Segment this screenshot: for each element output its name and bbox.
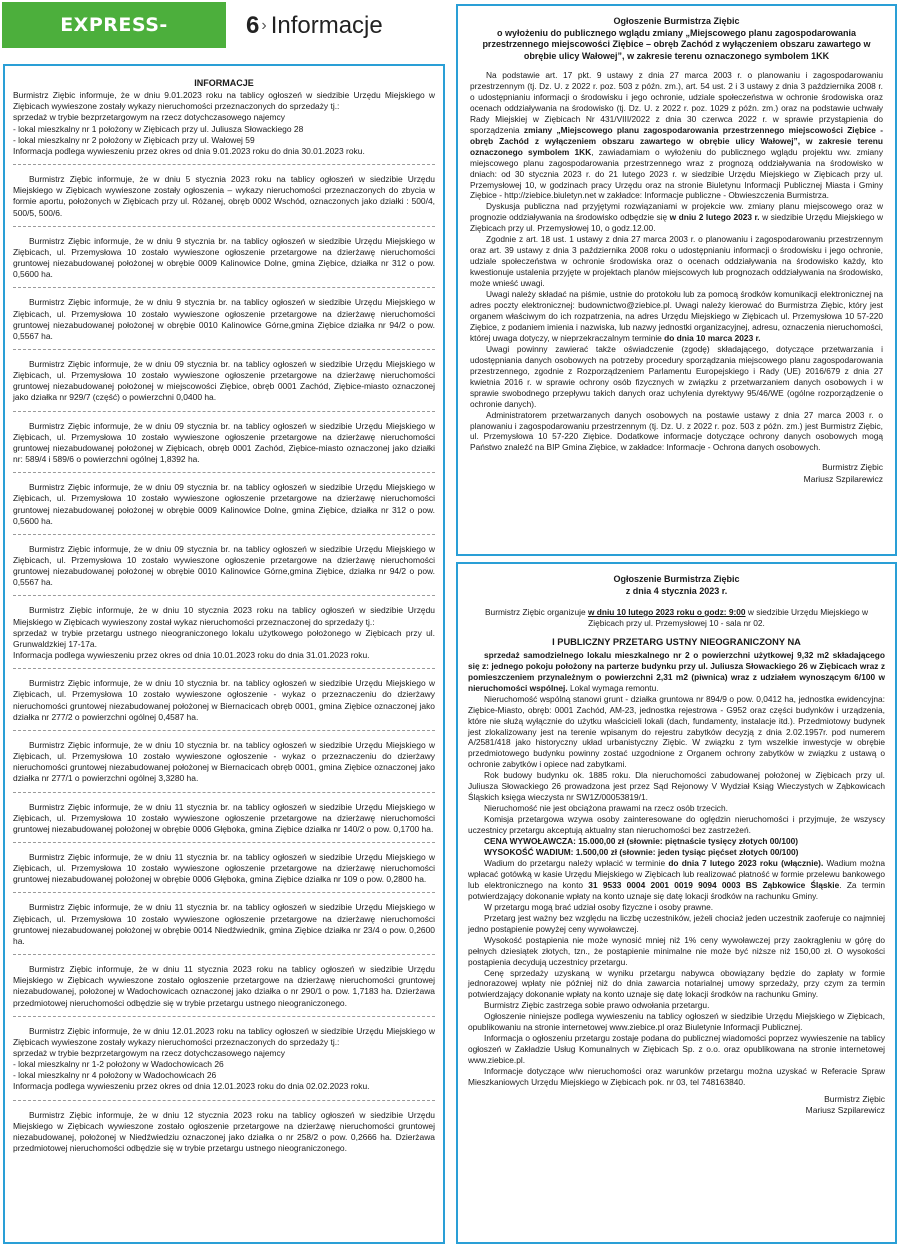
notice-text: Burmistrz Ziębic informuje, że w dniu 11 stycznia 2023 roku na tablicy ogłoszeń w siedzibie Urzędu Miejskiego w Ziębicach wywieszone zostało ogłoszenie przetargowe na dzierżawę nieruchomości gruntowej niezabudowanej, położonej w Wadochowicach oznaczonej jako działka o nr 290/1 o pow. 1,7183 ha. Dzierżawa przedmiotowej nieruchomości odbędzie się w trybie przetargu ustnego nieograniczonego. bbox=[13, 964, 435, 1008]
notice-text: sprzedaż w trybie przetargu ustnego nieograniczonego lokalu użytkowego położonego w Ziębicach przy ul. Grunwaldzkiej 17-17a. bbox=[13, 627, 435, 649]
notice-text: Burmistrz Ziębic informuje, że w dniu 09 stycznia br. na tablicy ogłoszeń w siedzibie Urzędu Miejskiego w Ziębicach, ul. Przemysłowa 10 zostało wywieszone ogłoszenie przetargowe na dzierżawę nieruchomości gruntowej niezabudowanej położonej w miejscowości Ziębice, obręb 0001 Zachód, Ziębice-miasto oznaczonej jako działka nr 929/7 (część) o powierzchni 0,0400 ha. bbox=[13, 358, 435, 403]
notice-12 bbox=[13, 799, 435, 843]
announcement-title bbox=[470, 16, 883, 62]
notice-6 bbox=[13, 418, 435, 474]
signature-title: Burmistrz Ziębic bbox=[822, 462, 883, 473]
notice-text: - lokal mieszkalny nr 1-2 położony w Wadochowicach 26 bbox=[13, 1059, 224, 1070]
paragraph bbox=[470, 201, 883, 234]
notice-text: Burmistrz Ziębic informuje, że w dniu 12 stycznia 2023 roku na tablicy ogłoszeń w siedzibie Urzędu Miejskiego w Ziębicach wywieszone zostało ogłoszenie przetargowe na dzierżawę nieruchomości gruntowej niezabudowanej, położonej w Niedźwiedziu oznaczonej jako działka o nr 258/2 o pow. 0,2666 ha. Dzierżawa przedmiotowej nieruchomości odbędzie się w trybie przetargu ustnego nieograniczonego. bbox=[13, 1109, 435, 1154]
paragraph: Informacje dotyczące w/w nieruchomości oraz warunków przetargu można uzyskać w Referacie Spraw Mieszkaniowych Urzędu Miejskiego w Ziębicach pok. nr 03, tel 748163840. bbox=[468, 1066, 885, 1088]
text: Wadium można wpłacać gotówką w kasie Urzędu Miejskiego w Ziębicach lub realizować płatność w formie przelewu bankowego lub elektronicznego na konto bbox=[468, 857, 885, 890]
paragraph: Informacja o ogłoszeniu przetargu zostaje podana do publicznej wiadomości poprzez wywieszenie na tablicy ogłoszeń w Zakładzie Usług Komunalnych w Ziębicach Sp. z o.o. oraz opublikowana na stronie internetowej www.ziebice.pl. bbox=[468, 1033, 885, 1066]
paragraph: Komisja przetargowa wzywa osoby zainteresowane do oględzin nieruchomości i przyjmuje, że wszyscy uczestnicy przetargu akceptują aktualny stan nieruchomości bez zastrzeżeń. bbox=[468, 814, 885, 836]
notice-text: Burmistrz Ziębic informuje, że w dniu 11 stycznia br. na tablicy ogłoszeń w siedzibie Urzędu Miejskiego w Ziębicach, ul. Przemysłowa 10 zostało wywieszone ogłoszenie przetargowe na dzierżawę nieruchomości gruntowej niezabudowanej położonej w obrębie 0014 Niedźwiednik, gmina Ziębice działka nr 23/4 o pow. 0,2600 ha. bbox=[13, 902, 435, 946]
bold-text: sprzedaż samodzielnego lokalu mieszkalnego nr 2 o powierzchni użytkowej 9,32 m2 składającego się z: jednego pokoju położony na parterze budynku przy ul. Juliusza Słowackiego 26 w Ziębicach wraz z pomieszczeniem przynależnym o powierzchni 2,31 m2 (piwnica) wraz z udziałem wynoszącym 6/100 w nieruchomości wspólnej. bbox=[468, 649, 885, 693]
notice-4 bbox=[13, 294, 435, 350]
text: w siedzibie Urzędu Miejskiego w Ziębicach przy ul. Przemysłowej 10, o godz.12.00. bbox=[470, 212, 883, 234]
paragraph: Uwagi powinny zawierać także oświadczenie (zgodę) składającego, dotyczące przetwarzania i udostępniania danych osobowych na potrzeby procedury sporządzania miejscowego planu zagospodarowania przestrzennego, zgodnie z Rozporządzeniem Parlamentu Europejskiego i Rady (UE) 2016/679 z dnia 27 kwietnia 2016 r. w sprawie ochrony osób fizycznych w związku z przetwarzaniem danych osobowych i w sprawie swobodnego przepływu takich danych oraz uchylenia dyrektywy 95/46/WE (ogólne rozporządzenie o ochronie danych). bbox=[470, 343, 883, 409]
chevron-right-icon: › bbox=[261, 17, 267, 34]
text: Wadium do przetargu należy wpłacić w terminie bbox=[484, 857, 669, 868]
paragraph: Cenę sprzedaży uzyskaną w wyniku przetargu nabywca obowiązany będzie do zapłaty w formie jednorazowej wpłaty nie później niż do dnia zawarcia notarialnej umowy sprzedaży, przy czym za termin potwierdzający dokonanie wpłaty na konto uznaje się datę lokacji środków na rachunku Gminy. bbox=[468, 967, 885, 1000]
text: w siedzibie Urzędu Miejskiego w Ziębicach przy ul. Przemysłowej 10 - sala nr 02. bbox=[588, 607, 869, 628]
text: Lokal wymaga remontu. bbox=[567, 682, 659, 693]
bold-text: w dniu 2 lutego 2023 r. bbox=[669, 212, 760, 223]
announcement-body bbox=[468, 607, 885, 1088]
notice-14 bbox=[13, 899, 435, 955]
paragraph: W przetargu mogą brać udział osoby fizyczne i osoby prawne. bbox=[484, 901, 714, 912]
signature-name: Mariusz Szpilarewicz bbox=[805, 1105, 885, 1116]
announcement-subtitle: o wyłożeniu do publicznego wglądu zmiany „Miejscowego planu zagospodarowania przestrzennego miejscowości Ziębice – obręb Zachód z wyłączeniem obszaru zawartego w obrębie ulicy Wałowej”, w zakresie terenu oznaczonego symbolem 1KK bbox=[482, 27, 871, 61]
paragraph: Zgodnie z art. 18 ust. 1 ustawy z dnia 27 marca 2003 r. o planowaniu i zagospodarowaniu przestrzennym oraz art. 39 ustawy z dnia 3 października 2008 roku o udostępnianiu informacji o środowisku i jego ochronie, udziale społeczeństwa w ochronie środowiska oraz o ocenach oddziaływania na środowisko każdy, kto kwestionuje ustalenia przyjęte w projektach planów miejscowych lub prognozach oddziaływania na środowisko, może wnieść uwagi. bbox=[470, 234, 883, 289]
announcement-title bbox=[468, 574, 885, 597]
paragraph bbox=[468, 847, 885, 858]
paragraph bbox=[468, 650, 885, 694]
notice-text: - lokal mieszkalny nr 4 położony w Wadochowicach 26 bbox=[13, 1070, 217, 1081]
signature-title: Burmistrz Ziębic bbox=[824, 1093, 885, 1104]
notice-text: Burmistrz Ziębic informuje, że w dniu 10 stycznia br. na tablicy ogłoszeń w siedzibie Urzędu Miejskiego w Ziębicach, ul. Przemysłowa 10 zostało wywieszone ogłoszenie - wykaz o przeznaczeniu do dzierżawy nieruchomości gruntowej niezabudowanej położonej w Biernacicach obręb 0001, gmina Ziębice oznaczonej jako działka nr 277/2 o powierzchni ogólnej 0,4587 ha. bbox=[13, 678, 435, 722]
notice-16 bbox=[13, 1023, 435, 1101]
notice-text: Burmistrz Ziębic informuje, że w dniu 12.01.2023 roku na tablicy ogłoszeń w siedzibie Urzędu Miejskiego w Ziębicach wywieszone zostały wykazy nieruchomości przeznaczonych do sprzedaży tj.: bbox=[13, 1025, 435, 1047]
notice-text: sprzedaż w trybie bezprzetargowym na rzecz dotychczasowego najemcy bbox=[13, 1048, 285, 1058]
paragraph: Burmistrz Ziębic zastrzega sobie prawo odwołania przetargu. bbox=[484, 1000, 710, 1011]
notice-text: Burmistrz Ziębic informuje, że w dniu 11 stycznia br. na tablicy ogłoszeń w siedzibie Urzędu Miejskiego w Ziębicach, ul. Przemysłowa 10 zostało wywieszone ogłoszenie przetargowe na dzierżawę nieruchomości gruntowej niezabudowanej położonej w obrębie 0006 Głęboka, gmina Ziębice działka nr 140/2 o pow. 0,1700 ha. bbox=[13, 801, 435, 834]
notice-text: Informacja podlega wywieszeniu przez okres od dnia 9.01.2023 roku do dnia 30.01.2023 roku. bbox=[13, 145, 365, 156]
notice-text: Informacja podlega wywieszeniu przez okres od dnia 10.01.2023 roku do dnia 31.01.2023 roku. bbox=[13, 650, 370, 661]
notice-5 bbox=[13, 356, 435, 412]
notice-9 bbox=[13, 602, 435, 669]
signature-name: Mariusz Szpilarewicz bbox=[803, 473, 883, 484]
notice-text: - lokal mieszkalny nr 2 położony w Ziębicach przy ul. Wałowej 59 bbox=[13, 134, 255, 145]
announcement-title-line: Ogłoszenie Burmistrza Ziębic bbox=[613, 16, 740, 26]
paragraph bbox=[470, 289, 883, 344]
brand-logo[interactable]: EXPRESS- bbox=[2, 2, 226, 48]
notice-text: Informacja podlega wywieszeniu przez okres od dnia 12.01.2023 roku do dnia 02.02.2023 roku. bbox=[13, 1081, 370, 1092]
notice-text: - lokal mieszkalny nr 1 położony w Ziębicach przy ul. Juliusza Słowackiego 28 bbox=[13, 123, 304, 134]
bold-text: do dnia 7 lutego 2023 roku (włącznie). bbox=[668, 857, 824, 868]
text: Burmistrz Ziębic organizuje bbox=[484, 607, 588, 617]
notice-text: Burmistrz Ziębic informuje, że w dniu 9.01.2023 roku na tablicy ogłoszeń w siedzibie Urzędu Miejskiego w Ziębicach wywieszone zostały wykazy nieruchomości przeznaczonych do sprzedaży tj.: bbox=[13, 90, 435, 112]
paragraph: Ogłoszenie niniejsze podlega wywieszeniu na tablicy ogłoszeń w siedzibie Urzędu Miejskiego w Ziębicach, opublikowaniu na stronie internetowej www.ziebice.pl oraz Biuletynie Informacji Publicznej. bbox=[468, 1011, 885, 1033]
notice-text: Burmistrz Ziębic informuje, że w dniu 9 stycznia br. na tablicy ogłoszeń w siedzibie Urzędu Miejskiego w Ziębicach, ul. Przemysłowa 10 zostało wywieszone ogłoszenie przetargowe na dzierżawę nieruchomości gruntowej niezabudowanej położonej w obrębie 0009 Kalinowice Dolne, gmina Ziębice, działka nr 312 o pow. 0,5600 ha. bbox=[13, 235, 435, 280]
notice-text: Burmistrz Ziębic informuje, że w dniu 09 stycznia br. na tablicy ogłoszeń w siedzibie Urzędu Miejskiego w Ziębicach, ul. Przemysłowa 10 zostało wywieszone ogłoszenie przetargowe na dzierżawę nieruchomości gruntowej niezabudowanej położonej w obrębie 0009 Kalinowice Dolne, gmina Ziębice, działka nr 312 o pow. 0,5600 ha. bbox=[13, 482, 435, 526]
informacje-column bbox=[3, 64, 445, 1244]
notice-13 bbox=[13, 849, 435, 893]
paragraph: Administratorem przetwarzanych danych osobowych na postawie ustawy z dnia 27 marca 2003 r. o planowaniu i zagospodarowaniu przestrzennym (tj. Dz. U. z 2022 r. poz. 503 z późn. zm.) jest Burmistrz Ziębic, ul. Przemysłowa 10 57-220 Ziębice. Dodatkowe informacje dotyczące ochrony danych osobowych mogą Państwo znaleźć na BIP Gmina Ziębice, w zakładce: Informacje - Ochrona danych osobowych. bbox=[470, 409, 883, 453]
announcement-plan-box bbox=[456, 4, 897, 556]
notice-text: Burmistrz Ziębic informuje, że w dniu 10 stycznia br. na tablicy ogłoszeń w siedzibie Urzędu Miejskiego w Ziębicach, ul. Przemysłowa 10 zostało wywieszone ogłoszenie - wykaz o przeznaczeniu do dzierżawy nieruchomości gruntowej niezabudowanej położonej w Biernacicach obręb 0001, gmina Ziębice oznaczonej jako działka nr 277/1 o powierzchni ogólnej 3,3280 ha. bbox=[13, 739, 435, 784]
notice-3 bbox=[13, 233, 435, 289]
notice-2 bbox=[13, 171, 435, 227]
announcement-title-line: Ogłoszenie Burmistrza Ziębic bbox=[613, 574, 740, 584]
notice-text: Burmistrz Ziębic informuje, że w dniu 09 stycznia br. na tablicy ogłoszeń w siedzibie Urzędu Miejskiego w Ziębicach, ul. Przemysłowa 10 zostało wywieszone ogłoszenie przetargowe na dzierżawę nieruchomości gruntowej niezabudowanej położonej w obrębie 0010 Kalinowice Górne,gmina Ziębice, działka nr 94/2 o pow. 0,5567 ha. bbox=[13, 543, 435, 588]
page-header bbox=[0, 0, 450, 60]
text: Na podstawie art. 17 pkt. 9 ustawy z dnia 27 marca 2003 r. o planowaniu i zagospodarowaniu przestrzennym (tj. Dz. U. z 2022 r. poz. 503 z późn. zm.), art. 54 ust. 2 i 3 ustawy z dnia 3 października 2008 r. o udostępnianiu informacji o środowisku i jego ochronie, udziale społeczeństwa w ochronie środowiska oraz ocenach oddziaływania na środowisko (tj. Dz. U. z 2022 r. poz. 1029 z późn. zm.) oraz na podstawie uchwały Rady Miejskiej w Ziębicach Nr 431/VIII/2022 z dnia 30 czerwca 2022 r. w sprawie przystąpienia do sporządzenia bbox=[470, 70, 883, 135]
deposit-amount: WYSOKOŚĆ WADIUM: 1.500,00 zł (słownie: jeden tysiąc pięćset złotych 00/100) bbox=[484, 847, 799, 858]
announcement-body bbox=[470, 70, 883, 453]
signature bbox=[470, 462, 883, 485]
paragraph: Nieruchomość wspólną stanowi grunt - działka gruntowa nr 894/9 o pow. 0,0412 ha, jednostka ewidencyjna: Ziębice-Miasto, obręb: 0001 Zachód, AM-23, jednostka rejestrowa - G952 oraz części budynków i urządzenia, które nie służą wyłącznie do użytku właścicieli lokali (dach, fundamenty, instalacje itd.). Przedmiotowy budynek jest zlokalizowany jest na terenie wpisanym do rejestru zabytków decyzją z dnia 2.02.1957r. pod numerem A/2581/418 jako historyczny układ urbanistyczny Ziębic. W związku z tym wszelkie inwestycje w obrębie przedmiotowego budynku powinny zostać uzgodnione z Organem ochrony zabytków w związku z ustawą o ochronie zabytków i opiece nad zabytkami. bbox=[468, 693, 885, 770]
signature bbox=[468, 1094, 885, 1117]
notice-11 bbox=[13, 737, 435, 793]
paragraph bbox=[470, 70, 883, 201]
bold-underlined-text: w dniu 10 lutego 2023 roku o godz: 9:00 bbox=[587, 607, 746, 617]
announcement-subtitle: z dnia 4 stycznia 2023 r. bbox=[625, 585, 728, 596]
paragraph bbox=[468, 607, 885, 629]
bank-account: 31 9533 0004 2001 0019 9094 0003 BS Ząbkowice Śląskie bbox=[588, 879, 840, 890]
paragraph bbox=[468, 858, 885, 902]
notice-text: Burmistrz Ziębic informuje, że w dniu 10 stycznia 2023 roku na tablicy ogłoszeń w siedzibie Urzędu Miejskiego w Ziębicach wywieszony został wykaz nieruchomości przeznaczonej do sprzedaży tj.: bbox=[13, 605, 435, 627]
notice-text: sprzedaż w trybie bezprzetargowym na rzecz dotychczasowego najemcy bbox=[13, 112, 285, 123]
bold-text: do dnia 10 marca 2023 r. bbox=[664, 332, 761, 343]
notice-text: Burmistrz Ziębic informuje, że w dniu 11 stycznia br. na tablicy ogłoszeń w siedzibie Urzędu Miejskiego w Ziębicach, ul. Przemysłowa 10 zostało wywieszone ogłoszenie przetargowe na dzierżawę nieruchomości gruntowej niezabudowanej położonej w obrębie 0006 Głęboka, gmina Ziębice działka nr 109 o pow. 0,2800 ha. bbox=[13, 851, 435, 885]
bold-text: zmiany „Miejscowego planu zagospodarowania przestrzennego miejscowości Ziębice - obręb Zachód z wyłączeniem obszaru zawartego w obrębie ulicy Wałowej”, w zakresie terenu oznaczonego symbolem 1KK bbox=[470, 124, 883, 157]
notice-8 bbox=[13, 541, 435, 597]
notice-10 bbox=[13, 675, 435, 731]
text: , zawiadamiam o wyłożeniu do publicznego wglądu projektu ww. zmiany miejscowego planu zagospodarowania przestrzennego wraz z prognozą oddziaływania na środowisko w dniach: od 30 stycznia 2023 r. do 21 lutego 2023 r. w siedzibie Urzędu Miejskiego w Ziębicach przy ul. Przemysłowej 10, w godzinach pracy Urzędu oraz na stronie Biuletynu Informacji Publicznej Miasta i Gminy Ziębice - http://ziebice.biuletyn.net w zakładce: Informacje publiczne - Obwieszczenia Burmistrza. bbox=[470, 146, 883, 201]
notice-text: Burmistrz Ziębic informuje, że w dniu 5 stycznia 2023 roku na tablicy ogłoszeń w siedzibie Urzędu Miejskiego w Ziębicach wywieszone zostały ogłoszenia – wykazy nieruchomości przeznaczonych do zbycia w formie aportu, położonych w Ziębicach przy ul. Różanej, obręb 0002 Wschód, oznaczonych jako działki : 500/4, 500/5, 500/6. bbox=[13, 174, 435, 218]
notice-text: Burmistrz Ziębic informuje, że w dniu 09 stycznia br. na tablicy ogłoszeń w siedzibie Urzędu Miejskiego w Ziębicach, ul. Przemysłowa 10 zostało wywieszone ogłoszenie przetargowe na dzierżawę nieruchomości gruntowej niezabudowanej położonej w Ziębicach, obręb 0001 Zachód, Ziębice-miasto oznaczonej jako działki nr: 589/4 i 589/6 o powierzchni ogólnej 1,8392 ha. bbox=[13, 420, 435, 465]
starting-price: CENA WYWOŁAWCZA: 15.000,00 zł (słownie: piętnaście tysięcy złotych 00/100) bbox=[484, 836, 799, 847]
paragraph: Nieruchomość nie jest obciążona prawami na rzecz osób trzecich. bbox=[484, 803, 728, 814]
notice-17 bbox=[13, 1107, 435, 1162]
announcement-tender-box bbox=[456, 562, 897, 1244]
paragraph: Przetarg jest ważny bez względu na liczbę uczestników, jeżeli chociaż jeden uczestnik zaoferuje co najmniej jedno postąpienie powyżej ceny wywoławczej. bbox=[468, 912, 885, 934]
informacje-title: INFORMACJE bbox=[194, 78, 254, 88]
notice-1 bbox=[13, 90, 435, 165]
paragraph: Wysokość postąpienia nie może wynosić mniej niż 1% ceny wywoławczej przy zaokrągleniu w górę do pełnych dziesiątek złotych, tzn., że postąpienie minimalne nie może być niższe niż 150,00 zł. O wysokości postąpienia decydują uczestnicy przetargu. bbox=[468, 934, 885, 967]
tender-heading: I PUBLICZNY PRZETARG USTNY NIEOGRANICZONY NA bbox=[552, 636, 801, 647]
text: . Za termin potwierdzający dokonanie wpłaty na konto uznaje się datę lokacji środków na rachunku Gminy. bbox=[468, 879, 886, 901]
text: Uwagi należy składać na piśmie, ustnie do protokołu lub za pomocą środków komunikacji elektronicznej na adres poczty elektronicznej: budownictwo@ziebice.pl. Uwagi należy kierować do Burmistrza Ziębic, który jest organem właściwym do ich rozpatrzenia, na adres Urzędu Miejskiego w Ziębicach ul. Przemysłowa 10 57-220 Ziębice, z podaniem imienia i nazwiska, lub nazwy jednostki organizacyjnej, adresu, oznaczenia nieruchomości, której uwaga dotyczy, w nieprzekraczalnym terminie bbox=[470, 289, 883, 343]
section-heading bbox=[246, 8, 383, 44]
notice-7 bbox=[13, 479, 435, 535]
section-title: Informacje bbox=[270, 12, 383, 39]
notice-15 bbox=[13, 961, 435, 1017]
paragraph bbox=[468, 836, 885, 847]
paragraph: Rok budowy budynku ok. 1885 roku. Dla nieruchomości zabudowanej położonej w Ziębicach przy ul. Juliusza Słowackiego 26 prowadzona jest przez Sąd Rejonowy V Wydział Ksiąg Wieczystych w Ząbkowicach Śląskich księga wieczysta nr SW1Z/00053819/1. bbox=[468, 770, 885, 803]
notice-text: Burmistrz Ziębic informuje, że w dniu 9 stycznia br. na tablicy ogłoszeń w siedzibie Urzędu Miejskiego w Ziębicach, ul. Przemysłowa 10 zostało wywieszone ogłoszenie przetargowe na dzierżawę nieruchomości gruntowej niezabudowanej położonej w obrębie 0010 Kalinowice Górne,gmina Ziębice działka nr 94/2 o pow. 0,5567 ha. bbox=[13, 297, 435, 341]
page-number: 6 bbox=[246, 12, 260, 39]
text: Dyskusja publiczna nad przyjętymi rozwiązaniami w projekcie ww. zmiany planu miejscowego oraz w prognozie oddziaływania na środowisko odbędzie się bbox=[470, 201, 883, 223]
